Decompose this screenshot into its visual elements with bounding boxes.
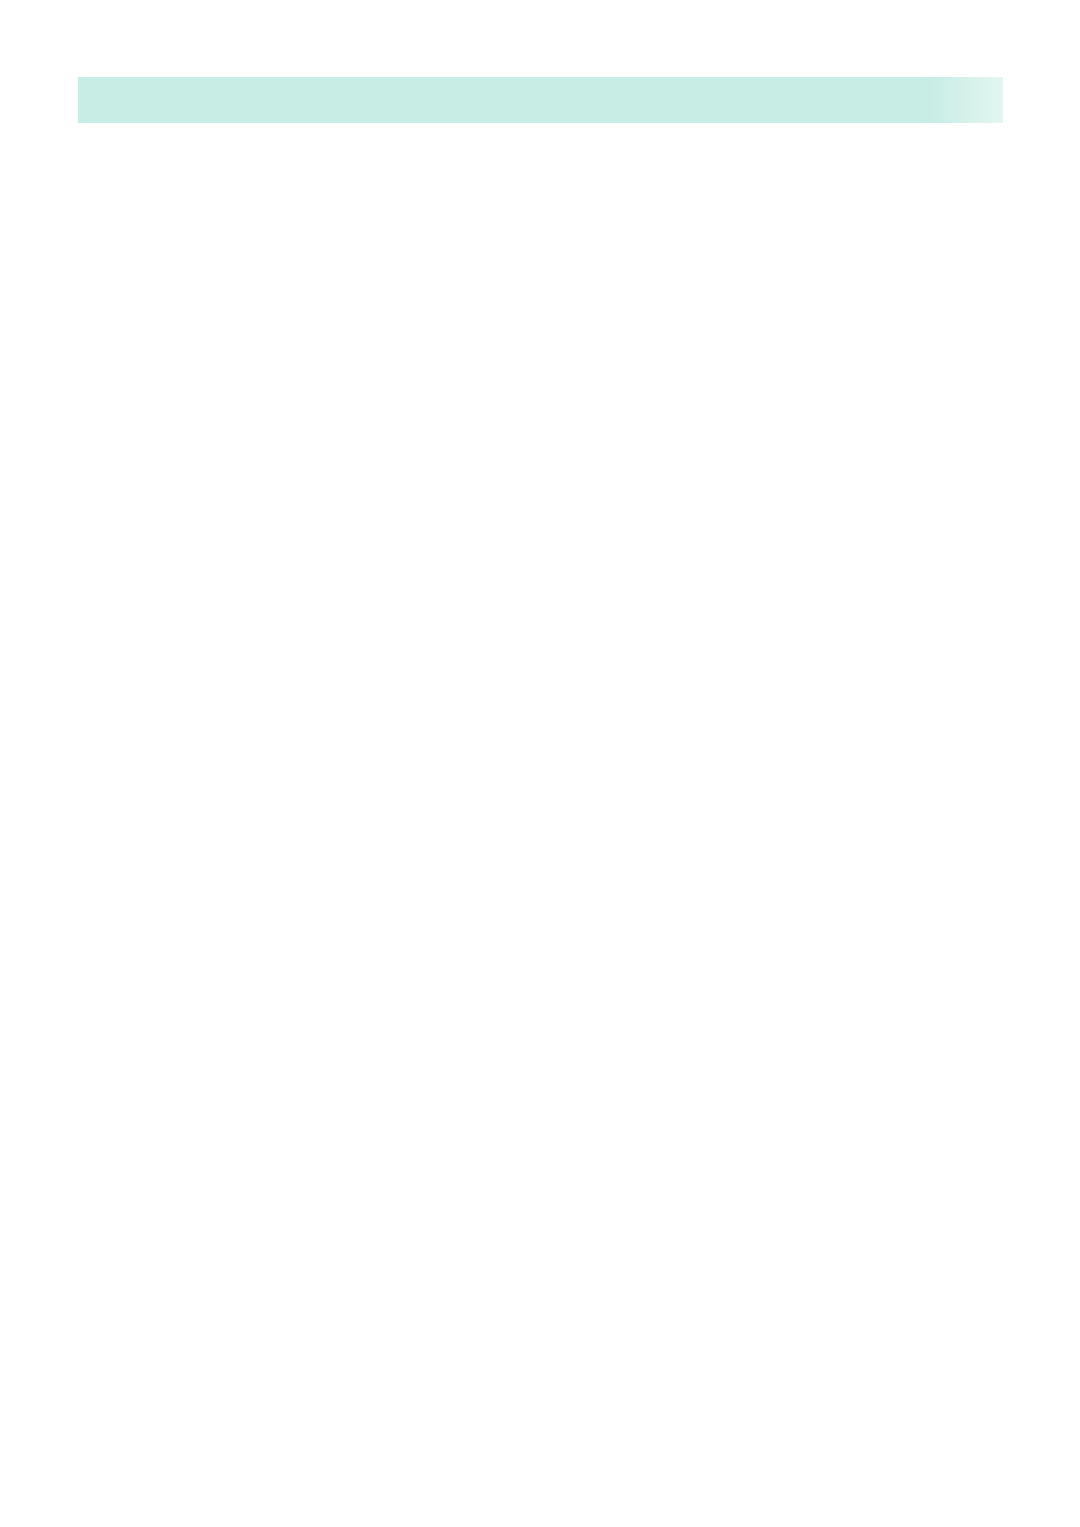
small-heading bbox=[78, 213, 1008, 257]
page-content bbox=[78, 77, 1008, 966]
proud-row-1 bbox=[78, 611, 1008, 655]
proud-row-2 bbox=[78, 656, 1008, 700]
fei-heading bbox=[78, 434, 1008, 478]
short-time-row bbox=[78, 700, 1008, 744]
tiandi-row-1 bbox=[78, 345, 1008, 389]
green-row bbox=[78, 833, 1008, 877]
tiandi-row-2 bbox=[78, 390, 1008, 434]
abac-row-1 bbox=[78, 124, 1008, 168]
plants-row-1 bbox=[78, 877, 1008, 921]
proud-heading bbox=[78, 567, 1008, 611]
loud-row bbox=[78, 744, 1008, 788]
fei-row-1 bbox=[78, 478, 1008, 522]
joy-row bbox=[78, 788, 1008, 832]
fei-row-2 bbox=[78, 523, 1008, 567]
abac-row-2 bbox=[78, 168, 1008, 212]
small-row bbox=[78, 257, 1008, 301]
plants-row-2 bbox=[78, 921, 1008, 965]
tiandi-heading bbox=[78, 301, 1008, 345]
section-title bbox=[78, 77, 1003, 123]
